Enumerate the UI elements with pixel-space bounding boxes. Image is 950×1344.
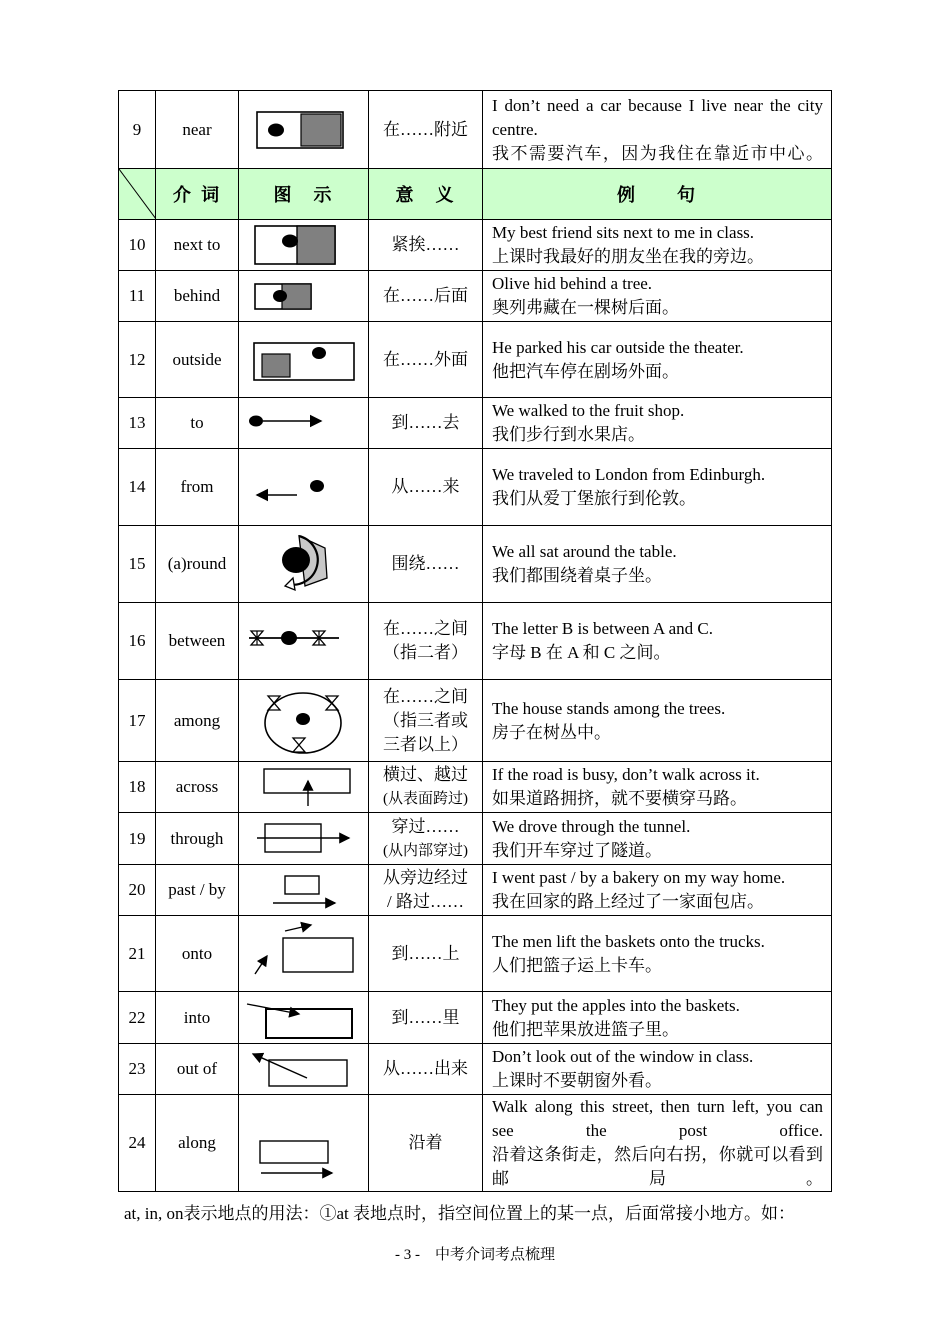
meaning-line: 从……来 bbox=[391, 477, 460, 496]
meaning-line: 在……后面 bbox=[383, 286, 468, 305]
preposition-word: (a)round bbox=[167, 554, 227, 573]
meaning-cell bbox=[369, 680, 483, 762]
among-diagram-icon bbox=[239, 683, 368, 759]
header-word-cell bbox=[156, 169, 239, 220]
row-number-cell bbox=[119, 91, 156, 169]
header-example-cell bbox=[483, 169, 832, 220]
table-row bbox=[119, 449, 832, 526]
preposition-word: past / by bbox=[168, 880, 226, 899]
table-row bbox=[119, 271, 832, 322]
diagram-cell bbox=[239, 1044, 369, 1095]
meaning-line: (从内部穿过) bbox=[383, 842, 468, 859]
example-chinese: 他们把苹果放进篮子里。 bbox=[492, 1019, 679, 1039]
example-english: Don’t look out of the window in class. bbox=[492, 1047, 754, 1066]
preposition-word: to bbox=[190, 413, 204, 432]
row-number-cell bbox=[119, 1095, 156, 1192]
meaning-line: 在……之间 bbox=[383, 619, 468, 638]
meaning-cell bbox=[369, 603, 483, 680]
preposition-cell bbox=[156, 91, 239, 169]
row-number: 22 bbox=[128, 1007, 146, 1027]
example-chinese: 字母 B 在 A 和 C 之间。 bbox=[492, 643, 671, 662]
table-row bbox=[119, 91, 832, 169]
preposition-word: into bbox=[183, 1007, 211, 1027]
diagram-cell bbox=[239, 449, 369, 526]
out-of-diagram-icon bbox=[239, 1044, 368, 1094]
example-english: My best friend sits next to me in class. bbox=[492, 223, 755, 242]
example-chinese: 奥列弗藏在一棵树后面。 bbox=[492, 298, 679, 317]
note-text: at, in, on表示地点的用法：①at 表地点时，指空间位置上的某一点，后面常接小地方。如： bbox=[124, 1204, 796, 1223]
header-example: 例 句 bbox=[617, 185, 697, 206]
meaning-line: 围绕…… bbox=[391, 554, 460, 573]
diagram-cell bbox=[239, 398, 369, 449]
preposition-cell bbox=[156, 680, 239, 762]
row-number-cell bbox=[119, 398, 156, 449]
example-cell bbox=[483, 1044, 832, 1095]
through-diagram-icon bbox=[239, 813, 368, 864]
row-number: 11 bbox=[128, 286, 146, 305]
example-cell bbox=[483, 398, 832, 449]
table-row bbox=[119, 680, 832, 762]
diagram-cell bbox=[239, 762, 369, 813]
meaning-cell bbox=[369, 91, 483, 169]
example-cell bbox=[483, 680, 832, 762]
row-number-cell bbox=[119, 992, 156, 1044]
example-chinese: 我们从爱丁堡旅行到伦敦。 bbox=[492, 489, 696, 508]
table-row bbox=[119, 398, 832, 449]
example-chinese: 沿着这条街走，然后向右拐，你就可以看到邮局。 bbox=[492, 1145, 823, 1188]
meaning-line: （指二者） bbox=[383, 643, 468, 662]
meaning-cell bbox=[369, 813, 483, 865]
example-english: I don’t need a car because I live near the city centre. bbox=[492, 95, 823, 139]
preposition-cell bbox=[156, 271, 239, 322]
example-cell bbox=[483, 271, 832, 322]
header-figure-cell bbox=[239, 169, 369, 220]
diagram-cell bbox=[239, 916, 369, 992]
meaning-line: 到……里 bbox=[391, 1007, 460, 1027]
example-english: The letter B is between A and C. bbox=[492, 619, 713, 638]
example-english: He parked his car outside the theater. bbox=[492, 337, 744, 357]
example-chinese: 我们开车穿过了隧道。 bbox=[492, 840, 662, 860]
meaning-cell bbox=[369, 916, 483, 992]
example-chinese: 我在回家的路上经过了一家面包店。 bbox=[492, 892, 764, 911]
row-number-cell bbox=[119, 322, 156, 398]
example-chinese: 我们都围绕着桌子坐。 bbox=[492, 566, 662, 585]
example-english: We traveled to London from Edinburgh. bbox=[492, 465, 766, 484]
meaning-line: 横过、越过 bbox=[383, 765, 468, 784]
header-row bbox=[119, 169, 832, 220]
row-number-cell bbox=[119, 526, 156, 603]
meaning-line: 三者以上） bbox=[383, 734, 468, 754]
meaning-line: 在……外面 bbox=[383, 349, 468, 369]
meaning-cell bbox=[369, 1044, 483, 1095]
header-word: 介 词 bbox=[172, 185, 222, 206]
diagram-cell bbox=[239, 992, 369, 1044]
preposition-cell bbox=[156, 992, 239, 1044]
diagram-cell bbox=[239, 865, 369, 916]
preposition-table bbox=[118, 90, 832, 1192]
preposition-word: through bbox=[170, 828, 224, 848]
preposition-cell bbox=[156, 526, 239, 603]
meaning-cell bbox=[369, 526, 483, 603]
example-cell bbox=[483, 526, 832, 603]
example-cell bbox=[483, 603, 832, 680]
table-row bbox=[119, 322, 832, 398]
row-number: 23 bbox=[128, 1059, 146, 1078]
around-circle-arrow-icon bbox=[239, 526, 368, 602]
onto-diagram-icon bbox=[239, 916, 368, 991]
page-footer: - 3 - 中考介词考点梳理 bbox=[395, 1247, 555, 1263]
preposition-cell bbox=[156, 603, 239, 680]
between-diagram-icon bbox=[239, 603, 368, 679]
preposition-cell bbox=[156, 762, 239, 813]
row-number-cell bbox=[119, 1044, 156, 1095]
example-cell bbox=[483, 762, 832, 813]
meaning-cell bbox=[369, 398, 483, 449]
meaning-line: 从旁边经过 bbox=[383, 868, 468, 887]
preposition-cell bbox=[156, 398, 239, 449]
diagram-cell bbox=[239, 813, 369, 865]
row-number: 13 bbox=[128, 413, 146, 432]
diagram-cell bbox=[239, 91, 369, 169]
row-number: 18 bbox=[128, 777, 146, 796]
row-number-cell bbox=[119, 813, 156, 865]
meaning-line: 在……之间 bbox=[383, 686, 468, 706]
meaning-cell bbox=[369, 271, 483, 322]
example-english: The men lift the baskets onto the trucks. bbox=[492, 931, 765, 951]
example-chinese: 上课时我最好的朋友坐在我的旁边。 bbox=[492, 247, 764, 266]
preposition-cell bbox=[156, 1044, 239, 1095]
past-by-diagram-icon bbox=[239, 865, 368, 915]
meaning-line: 沿着 bbox=[408, 1133, 443, 1152]
diagram-cell bbox=[239, 680, 369, 762]
preposition-word: between bbox=[168, 631, 226, 650]
diagram-cell bbox=[239, 603, 369, 680]
preposition-cell bbox=[156, 322, 239, 398]
near-diagram-icon bbox=[239, 91, 368, 168]
next-to-diagram-icon bbox=[239, 220, 368, 270]
preposition-word: next to bbox=[173, 235, 221, 254]
table-row bbox=[119, 220, 832, 271]
meaning-line: 到……上 bbox=[391, 943, 460, 963]
diagram-cell bbox=[239, 1095, 369, 1192]
across-diagram-icon bbox=[239, 762, 368, 812]
row-number-cell bbox=[119, 762, 156, 813]
table-row bbox=[119, 1044, 832, 1095]
from-arrow-icon bbox=[239, 449, 368, 525]
row-number: 20 bbox=[128, 880, 146, 899]
table-row bbox=[119, 916, 832, 992]
example-chinese: 他把汽车停在剧场外面。 bbox=[492, 361, 679, 381]
row-number-cell bbox=[119, 916, 156, 992]
row-number: 15 bbox=[128, 554, 146, 573]
example-cell bbox=[483, 865, 832, 916]
header-figure: 图 示 bbox=[273, 185, 334, 206]
example-cell bbox=[483, 91, 832, 169]
example-chinese: 人们把篮子运上卡车。 bbox=[492, 955, 662, 975]
row-number-cell bbox=[119, 449, 156, 526]
header-meaning: 意 义 bbox=[395, 185, 456, 206]
example-chinese: 房子在树丛中。 bbox=[492, 722, 611, 742]
example-english: The house stands among the trees. bbox=[492, 698, 726, 718]
table-row bbox=[119, 992, 832, 1044]
table-row bbox=[119, 1095, 832, 1192]
row-number: 19 bbox=[128, 828, 146, 848]
preposition-word: near bbox=[182, 119, 212, 139]
meaning-line: 从……出来 bbox=[383, 1059, 468, 1078]
meaning-cell bbox=[369, 865, 483, 916]
example-cell bbox=[483, 220, 832, 271]
meaning-cell bbox=[369, 449, 483, 526]
example-chinese: 如果道路拥挤，就不要横穿马路。 bbox=[492, 789, 747, 808]
example-chinese: 上课时不要朝窗外看。 bbox=[492, 1071, 662, 1090]
meaning-line: 到……去 bbox=[391, 413, 460, 432]
preposition-cell bbox=[156, 813, 239, 865]
table-row bbox=[119, 762, 832, 813]
into-diagram-icon bbox=[239, 992, 368, 1043]
example-english: We drove through the tunnel. bbox=[492, 816, 691, 836]
example-english: I went past / by a bakery on my way home. bbox=[492, 868, 786, 887]
preposition-cell bbox=[156, 220, 239, 271]
header-corner-diagonal bbox=[119, 169, 156, 220]
row-number: 24 bbox=[128, 1133, 146, 1152]
meaning-line: / 路过…… bbox=[387, 892, 464, 911]
table-row bbox=[119, 813, 832, 865]
diagram-cell bbox=[239, 271, 369, 322]
row-number-cell bbox=[119, 271, 156, 322]
row-number: 12 bbox=[128, 349, 146, 369]
example-cell bbox=[483, 1095, 832, 1192]
example-cell bbox=[483, 916, 832, 992]
table-row bbox=[119, 865, 832, 916]
along-diagram-icon bbox=[239, 1096, 368, 1190]
row-number: 16 bbox=[128, 631, 146, 650]
diagram-cell bbox=[239, 526, 369, 603]
example-english: If the road is busy, don’t walk across it. bbox=[492, 765, 760, 784]
preposition-word: from bbox=[180, 477, 214, 496]
example-english: They put the apples into the baskets. bbox=[492, 995, 740, 1015]
meaning-line: (从表面跨过) bbox=[383, 791, 468, 807]
row-number: 10 bbox=[128, 235, 146, 254]
row-number: 21 bbox=[128, 943, 146, 963]
header-meaning-cell bbox=[369, 169, 483, 220]
preposition-cell bbox=[156, 449, 239, 526]
row-number: 14 bbox=[128, 477, 146, 496]
to-arrow-icon bbox=[239, 398, 368, 448]
preposition-word: outside bbox=[172, 349, 222, 369]
behind-diagram-icon bbox=[239, 271, 368, 321]
outside-diagram-icon bbox=[239, 334, 368, 385]
example-english: We walked to the fruit shop. bbox=[492, 401, 685, 420]
preposition-word: along bbox=[178, 1133, 216, 1152]
row-number-cell bbox=[119, 680, 156, 762]
diagram-cell bbox=[239, 322, 369, 398]
meaning-line: （指三者或 bbox=[383, 710, 468, 730]
meaning-cell bbox=[369, 992, 483, 1044]
preposition-word: among bbox=[173, 710, 221, 730]
meaning-cell bbox=[369, 1095, 483, 1192]
preposition-word: behind bbox=[173, 286, 221, 305]
diagram-cell bbox=[239, 220, 369, 271]
preposition-cell bbox=[156, 865, 239, 916]
meaning-cell bbox=[369, 762, 483, 813]
example-cell bbox=[483, 813, 832, 865]
row-number-cell bbox=[119, 220, 156, 271]
preposition-cell bbox=[156, 1095, 239, 1192]
row-number: 9 bbox=[132, 119, 142, 139]
meaning-line: 穿过…… bbox=[391, 816, 460, 836]
row-number-cell bbox=[119, 865, 156, 916]
meaning-cell bbox=[369, 220, 483, 271]
table-row bbox=[119, 603, 832, 680]
meaning-line: 在……附近 bbox=[383, 119, 468, 139]
example-cell bbox=[483, 449, 832, 526]
meaning-cell bbox=[369, 322, 483, 398]
example-english: We all sat around the table. bbox=[492, 542, 677, 561]
example-cell bbox=[483, 322, 832, 398]
meaning-line: 紧挨…… bbox=[391, 235, 460, 254]
example-english: Walk along this street, then turn left, you can see the post office. bbox=[492, 1097, 823, 1140]
preposition-cell bbox=[156, 916, 239, 992]
example-chinese: 我不需要汽车，因为我住在靠近市中心。 bbox=[492, 143, 823, 163]
example-cell bbox=[483, 992, 832, 1044]
preposition-word: onto bbox=[181, 943, 213, 963]
example-chinese: 我们步行到水果店。 bbox=[492, 425, 645, 444]
row-number-cell bbox=[119, 603, 156, 680]
example-english: Olive hid behind a tree. bbox=[492, 274, 653, 293]
table-row bbox=[119, 526, 832, 603]
preposition-word: across bbox=[175, 777, 219, 796]
preposition-word: out of bbox=[176, 1059, 218, 1078]
row-number: 17 bbox=[128, 710, 146, 730]
